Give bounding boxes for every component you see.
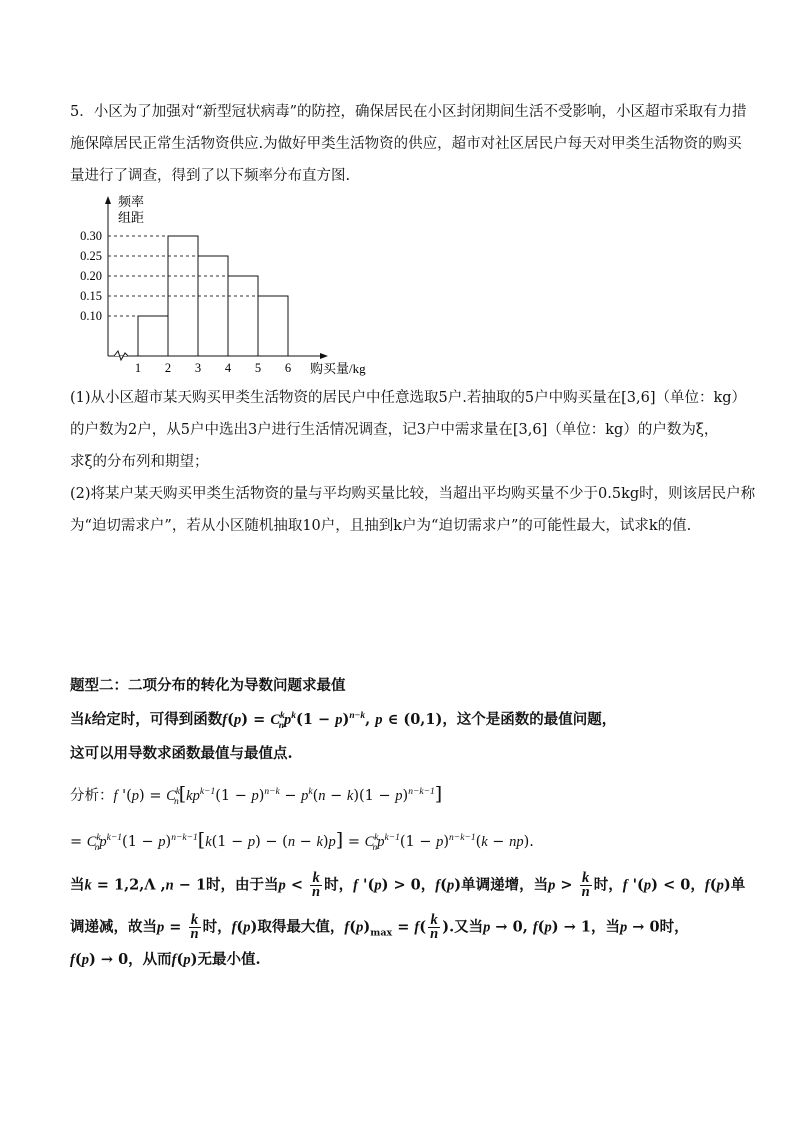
y-tick-label: 0.25 — [80, 249, 102, 263]
histogram-bar — [198, 256, 228, 356]
problem5-line3: 量进行了调查，得到了以下频率分布直方图. — [70, 168, 351, 184]
x-axis-arrow — [320, 353, 328, 359]
x-tick-label: 5 — [254, 361, 262, 375]
q1-line2: 的户数为2户，从5户中选出3户进行生活情况调查，记3户中需求量在[3,6]（单位：kg）的户数为ξ， — [70, 422, 719, 438]
x-tick-label: 3 — [194, 361, 202, 375]
x-tick-label: 2 — [164, 361, 172, 375]
analysis-line5: f(p) → 0，从而f(p)无最小值. — [70, 951, 261, 968]
histogram-bar — [258, 296, 288, 356]
y-tick-label: 0.20 — [80, 269, 102, 283]
y-tick-label: 0.15 — [80, 289, 102, 303]
section2-title: 题型二：二项分布的转化为导数问题求最值 — [70, 677, 346, 694]
analysis-line1: 分析：f '$(p) = C^k_n[kp^{k-1}(1 - p)^{n-k} - p^k(n - k)(1 - p)^{n-k-1}]$ — [70, 783, 443, 807]
analysis-line2: = $C^k_np^{k-1}(1 - p)^{n-k-1}[k(1 - p) - (n - k)p] = C^k_np^{k-1}(1 - p)^{n-k-1}(k - np)$. — [70, 829, 534, 853]
x-tick-label: 6 — [284, 361, 292, 375]
q1-line1: (1)从小区超市某天购买甲类生活物资的居民户中任意选取5户.若抽取的5户中购买量在[3,6]（单位：kg） — [70, 390, 747, 406]
section2-line1: 当k给定时，可得到函数$f(p) = C^k_np^k(1 - p)^{n-k}$, p ∈ (0,1)，这个是函数的最值问题， — [70, 711, 617, 731]
q2-line2: 为“迫切需求户”，若从小区随机抽取10户，且抽到k户为“迫切需求户”的可能性最大，试求k的值. — [70, 518, 692, 534]
ylabel-top: 频率 — [118, 194, 145, 209]
y-tick-label: 0.30 — [80, 229, 102, 243]
ylabel-bottom: 组距 — [118, 210, 145, 225]
analysis-line3: 当k = 1,2,Λ ,n − 1时，由于当p < $\frac{k}{n}$ 时，f '(p) > 0，f(p)单调递增，当p > $\frac{k}{n}$ 时，f '(p) < 0，f(p)单 — [70, 870, 746, 900]
frequency-histogram — [60, 190, 410, 380]
problem5-line1: 5．小区为了加强对“新型冠状病毒”的防控，确保居民在小区封闭期间生活不受影响，小区超市采取有力措 — [70, 104, 747, 120]
histogram-bar — [138, 316, 168, 356]
section2-line2: 这可以用导数求函数最值与最值点. — [70, 745, 293, 762]
problem5-line2: 施保障居民正常生活物资供应.为做好甲类生活物资的供应，超市对社区居民户每天对甲类生活物资的购买 — [70, 136, 742, 152]
q2-line1: (2)将某户某天购买甲类生活物资的量与平均购买量比较，当超出平均购买量不少于0.5kg时，则该居民户称 — [70, 486, 756, 502]
y-axis-arrow — [105, 196, 111, 204]
analysis-line4: 调递减，故当p = $\frac{k}{n}$ 时，f(p)取得最大值，$f(p)_{max} = f$( $\frac{k}{n}$ ).又当p → 0, f(p) → 1，当p → 0时， — [70, 912, 689, 942]
x-tick-label: 1 — [134, 361, 142, 375]
histogram-bar — [228, 276, 258, 356]
x-tick-label: 4 — [224, 361, 232, 375]
xlabel: 购买量/kg — [310, 361, 366, 376]
y-tick-label: 0.10 — [80, 309, 102, 323]
q1-line3: 求ξ的分布列和期望； — [70, 454, 209, 470]
